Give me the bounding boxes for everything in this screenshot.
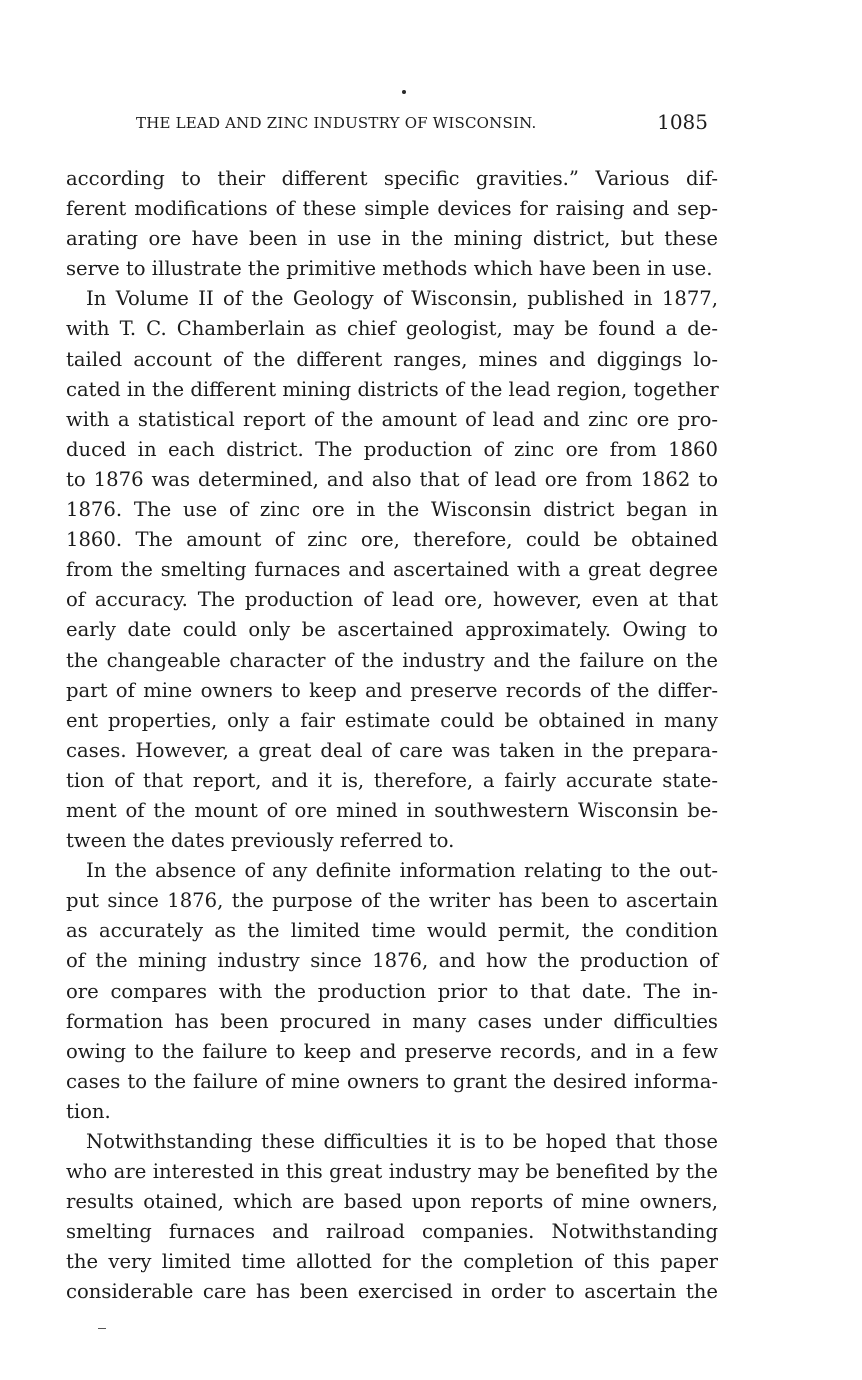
text-line: tailed account of the different ranges, mines and diggings lo- xyxy=(66,347,718,371)
text-line: 1876. The use of zinc ore in the Wisconsin district began in xyxy=(66,498,718,522)
text-line: who are interested in this great industry may be benefited by the xyxy=(66,1160,718,1184)
text-line: with a statistical report of the amount of lead and zinc ore pro- xyxy=(66,407,718,431)
text-line: part of mine owners to keep and preserve records of the differ- xyxy=(66,678,718,702)
text-line: formation has been procured in many cases under difficulties xyxy=(66,1009,718,1033)
text-line: cases to the failure of mine owners to grant the desired informa- xyxy=(66,1069,718,1093)
text-line: the very limited time allotted for the completion of this paper xyxy=(66,1250,718,1274)
body-text xyxy=(66,164,718,1308)
text-line: serve to illustrate the primitive methods which have been in use. xyxy=(66,257,713,281)
text-line: In the absence of any definite information relating to the out- xyxy=(86,859,718,883)
text-line: to 1876 was determined, and also that of lead ore from 1862 to xyxy=(66,467,718,491)
text-line: results otained, which are based upon reports of mine owners, xyxy=(66,1190,718,1214)
text-line: smelting furnaces and railroad companies. Notwithstanding xyxy=(66,1220,718,1244)
text-line: from the smelting furnaces and ascertained with a great degree xyxy=(66,558,718,582)
margin-mark xyxy=(98,1328,106,1329)
text-line: 1860. The amount of zinc ore, therefore, could be obtained xyxy=(66,528,718,552)
text-line: cated in the different mining districts of the lead region, together xyxy=(66,377,719,401)
text-line: the changeable character of the industry and the failure on the xyxy=(66,648,718,672)
page-number: 1085 xyxy=(657,110,708,134)
text-line: ore compares with the production prior to that date. The in- xyxy=(66,979,718,1003)
text-line: ment of the mount of ore mined in southwestern Wisconsin be- xyxy=(66,798,718,822)
running-title: THE LEAD AND ZINC INDUSTRY OF WISCONSIN. xyxy=(136,114,537,132)
text-line: owing to the failure to keep and preserve records, and in a few xyxy=(66,1039,718,1063)
paragraph xyxy=(66,1127,718,1308)
paragraph xyxy=(66,856,718,1127)
text-line: according to their different specific gravities.” Various dif- xyxy=(66,167,718,190)
text-line: tween the dates previously referred to. xyxy=(66,829,455,853)
running-head xyxy=(66,112,718,142)
text-line: arating ore have been in use in the mining district, but these xyxy=(66,227,718,251)
text-line: as accurately as the limited time would permit, the condition xyxy=(66,919,718,943)
text-line: In Volume II of the Geology of Wisconsin, published in 1877, xyxy=(86,287,718,311)
paragraph xyxy=(66,284,718,856)
text-line: ent properties, only a fair estimate could be obtained in many xyxy=(66,708,718,732)
paragraph xyxy=(66,164,718,284)
text-line: considerable care has been exercised in order to ascertain the xyxy=(66,1280,718,1304)
text-line: ferent modifications of these simple devices for raising and sep- xyxy=(66,197,718,221)
text-line: tion of that report, and it is, therefore, a fairly accurate state- xyxy=(66,768,718,792)
text-line: duced in each district. The production of zinc ore from 1860 xyxy=(66,437,718,461)
text-line: tion. xyxy=(66,1099,111,1123)
ink-speck xyxy=(402,90,406,94)
text-line: cases. However, a great deal of care was taken in the prepara- xyxy=(66,738,718,762)
text-line: of accuracy. The production of lead ore, however, even at that xyxy=(66,588,718,612)
text-line: Notwithstanding these difficulties it is to be hoped that those xyxy=(86,1130,718,1153)
text-line: of the mining industry since 1876, and how the production of xyxy=(66,949,718,973)
text-line: with T. C. Chamberlain as chief geologist, may be found a de- xyxy=(66,317,718,341)
text-line: put since 1876, the purpose of the writer has been to ascertain xyxy=(66,889,718,913)
text-line: early date could only be ascertained approximately. Owing to xyxy=(66,618,718,642)
